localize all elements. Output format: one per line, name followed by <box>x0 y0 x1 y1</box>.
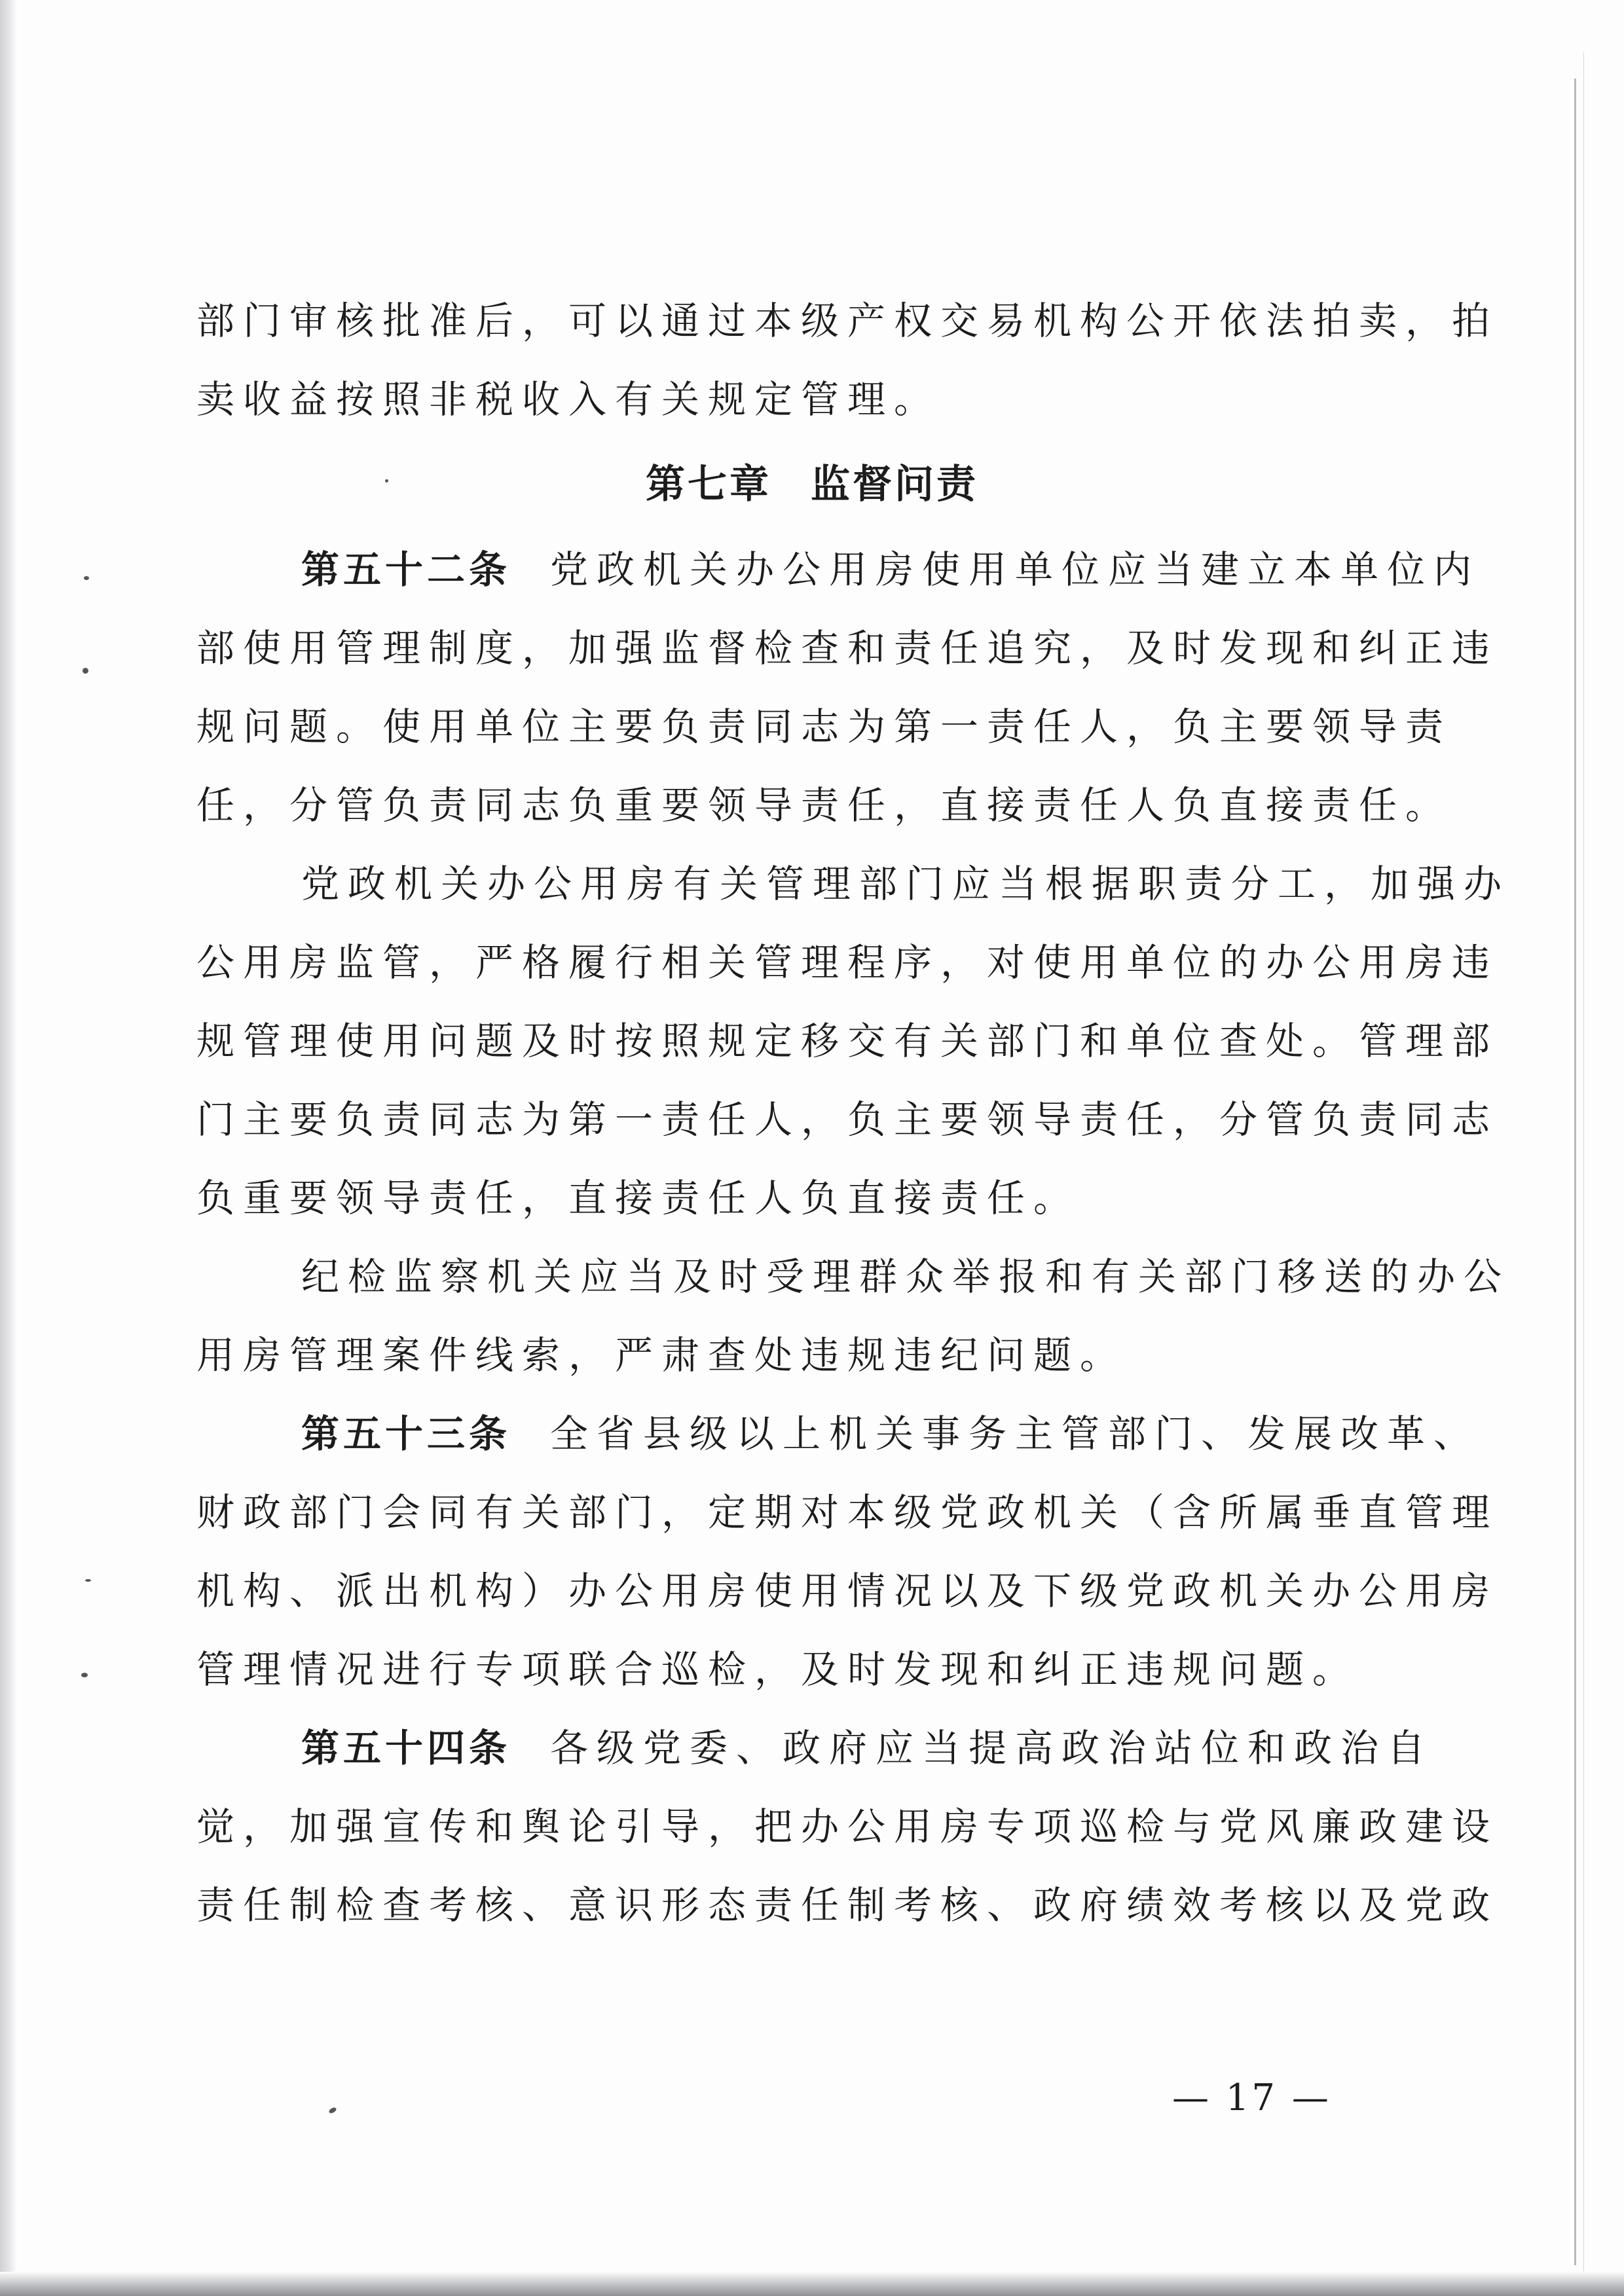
text-line: 卖收益按照非税收入有关规定管理。 <box>196 377 941 422</box>
article-54-first-line <box>196 1709 1434 1787</box>
text-line: 财政部门会同有关部门，定期对本级党政机关（含所属垂直管理 <box>196 1490 1499 1535</box>
scan-bottom-edge <box>0 2272 1624 2296</box>
text-line: 公用房监管，严格履行相关管理程序，对使用单位的办公用房违 <box>196 940 1499 985</box>
chapter-title: 监督问责 <box>811 462 978 507</box>
article-53-first-line <box>196 1394 1481 1473</box>
scan-right-line <box>1574 79 1576 2265</box>
text-line: 觉，加强宣传和舆论引导，把办公用房专项巡检与党风廉政建设 <box>196 1804 1499 1849</box>
text-line: 规管理使用问题及时按照规定移交有关部门和单位查处。管理部 <box>196 1019 1499 1063</box>
article-54-text: 各级党委、政府应当提高政治站位和政治自 <box>550 1726 1434 1770</box>
text-line: 任，分管负责同志负重要领导责任，直接责任人负直接责任。 <box>196 783 1452 828</box>
text-line: 管理情况进行专项联合巡检，及时发现和纠正违规问题。 <box>196 1647 1359 1692</box>
text-line: 规问题。使用单位主要负责同志为第一责任人，负主要领导责 <box>196 704 1452 749</box>
chapter-number: 第七章 <box>646 462 771 507</box>
text-line: 部门审核批准后，可以通过本级产权交易机构公开依法拍卖，拍 <box>196 299 1499 343</box>
paragraph-first-line: 纪检监察机关应当及时受理群众举报和有关部门移送的办公 <box>301 1254 1511 1299</box>
article-52-first-line <box>196 530 1481 609</box>
article-52-text: 党政机关办公用房使用单位应当建立本单位内 <box>550 547 1481 592</box>
paragraph-first-line: 党政机关办公用房有关管理部门应当根据职责分工，加强办 <box>301 862 1511 906</box>
article-52-label: 第五十二条 <box>301 547 511 592</box>
scan-speck <box>328 2106 337 2114</box>
document-body <box>196 282 1511 1944</box>
text-line: 负重要领导责任，直接责任人负直接责任。 <box>196 1176 1080 1220</box>
scan-speck <box>85 1579 91 1582</box>
scan-speck <box>83 668 88 674</box>
text-line: 部使用管理制度，加强监督检查和责任追究，及时发现和纠正违 <box>196 626 1499 670</box>
article-54-label: 第五十四条 <box>301 1726 511 1770</box>
text-line: 门主要负责同志为第一责任人，负主要领导责任，分管负责同志 <box>196 1097 1499 1142</box>
article-53-label: 第五十三条 <box>301 1412 511 1456</box>
text-line: 用房管理案件线索，严肃查处违规违纪问题。 <box>196 1333 1127 1377</box>
chapter-heading <box>196 439 1428 530</box>
scan-speck <box>84 576 89 580</box>
article-53-text: 全省县级以上机关事务主管部门、发展改革、 <box>550 1412 1481 1456</box>
scan-speck <box>81 1673 88 1677</box>
scan-left-edge <box>0 0 17 2296</box>
scan-right-line-faint <box>1583 52 1584 2272</box>
text-line: 责任制检查考核、意识形态责任制考核、政府绩效考核以及党政 <box>196 1883 1499 1927</box>
text-line: 机构、派出机构）办公用房使用情况以及下级党政机关办公用房 <box>196 1569 1499 1613</box>
page-number: — 17 — <box>1172 2077 1331 2119</box>
